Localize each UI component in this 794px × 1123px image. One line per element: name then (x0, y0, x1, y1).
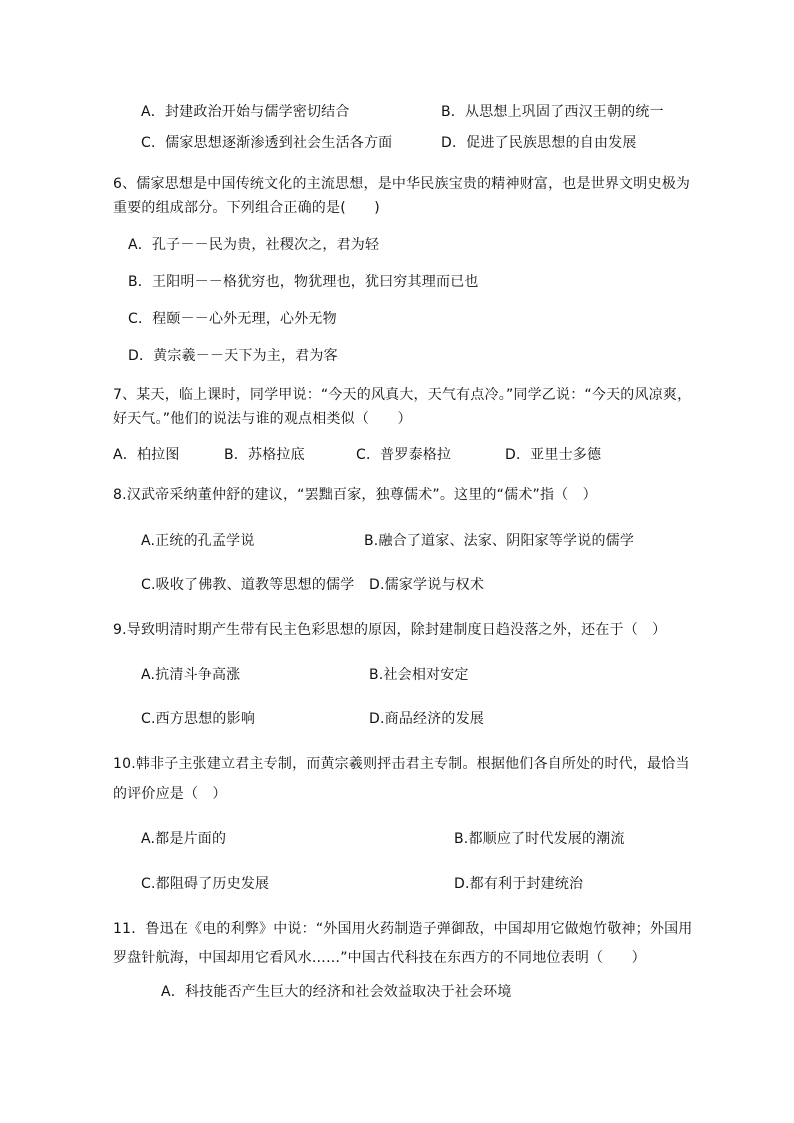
q10-option-c: C.都阻碍了历史发展 (141, 876, 270, 892)
q5-option-d: D．促进了民族思想的自由发展 (441, 135, 637, 151)
q6-option-c: C．程颐－－心外无理，心外无物 (128, 311, 337, 327)
q10-option-b: B.都顺应了时代发展的潮流 (454, 831, 625, 847)
q9-option-a: A.抗清斗争高涨 (141, 667, 241, 683)
q8-option-d: D.儒家学说与权术 (369, 577, 485, 593)
q9-option-c: C.西方思想的影响 (141, 711, 256, 727)
q7-stem-line2: 好天气。”他们的说法与谁的观点相类似（ ） (113, 411, 412, 427)
q5-option-a: A．封建政治开始与儒学密切结合 (141, 104, 350, 120)
q6-option-a: A．孔子－－民为贵，社稷次之，君为轻 (128, 237, 380, 253)
q9-stem: 9.导致明清时期产生带有民主色彩思想的原因，除封建制度日趋没落之外，还在于（ ） (113, 622, 667, 638)
q7-option-a: A．柏拉图 (113, 447, 180, 463)
q7-option-d: D．亚里士多德 (505, 447, 602, 463)
q10-stem-line2: 的评价应是（ ） (113, 786, 227, 802)
q6-stem-line2: 重要的组成部分。下列组合正确的是( ) (113, 200, 380, 216)
q11-option-a: A．科技能否产生巨大的经济和社会效益取决于社会环境 (161, 984, 512, 1000)
q5-option-c: C．儒家思想逐渐渗透到社会生活各方面 (141, 135, 393, 151)
q7-option-b: B．苏格拉底 (224, 447, 305, 463)
q6-option-b: B．王阳明－－格犹穷也，物犹理也，犹曰穷其理而已也 (128, 274, 479, 290)
q8-stem: 8.汉武帝采纳董仲舒的建议，“罢黜百家，独尊儒术”。这里的“儒术”指（ ） (113, 487, 597, 503)
q7-option-c: C．普罗泰格拉 (356, 447, 452, 463)
q8-option-a: A.正统的孔孟学说 (141, 533, 255, 549)
q9-option-d: D.商品经济的发展 (369, 711, 485, 727)
q9-option-b: B.社会相对安定 (369, 667, 469, 683)
q5-option-b: B．从思想上巩固了西汉王朝的统一 (441, 104, 664, 120)
q10-option-d: D.都有利于封建统治 (454, 876, 584, 892)
q11-stem-line1: 11．鲁迅在《电的利弊》中说：“外国用火药制造子弹御敌，中国却用它做炮竹敬神；外国用 (113, 921, 693, 937)
q10-stem-line1: 10.韩非子主张建立君主专制，而黄宗羲则抨击君主专制。根据他们各自所处的时代，最恰当 (113, 756, 690, 772)
q8-option-b: B.融合了道家、法家、阴阳家等学说的儒学 (364, 533, 635, 549)
q8-option-c: C.吸收了佛教、道教等思想的儒学 (141, 577, 355, 593)
q11-stem-line2: 罗盘针航海，中国却用它看风水……”中国古代科技在东西方的不同地位表明（ ） (113, 950, 646, 966)
q10-option-a: A.都是片面的 (141, 831, 227, 847)
q6-option-d: D．黄宗羲－－天下为主，君为客 (128, 348, 338, 364)
q7-stem-line1: 7、某天，临上课时，同学甲说：“今天的风真大，天气有点冷。”同学乙说：“今天的风凉爽， (113, 387, 692, 403)
q6-stem-line1: 6、儒家思想是中国传统文化的主流思想，是中华民族宝贵的精神财富，也是世界文明史极为 (113, 176, 691, 192)
